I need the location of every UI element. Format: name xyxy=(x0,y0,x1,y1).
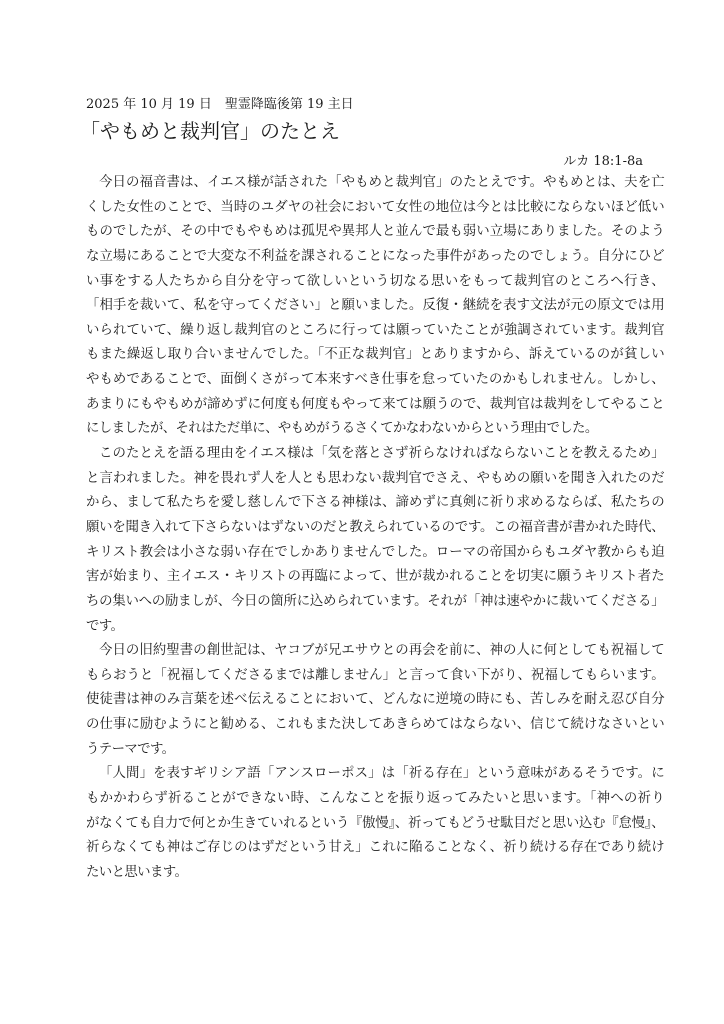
text-line: キリスト教会は小さな弱い存在でしかありませんでした。ローマの帝国からもユダヤ教からも迫 xyxy=(86,544,664,560)
sermon-body xyxy=(86,171,664,886)
scripture-reference: ルカ 18:1-8a xyxy=(563,154,643,169)
text-line: 「相手を裁いて、私を守ってください」と願いました。反復・継続を表す文法が元の原文では用 xyxy=(86,298,664,314)
text-line: です。 xyxy=(86,618,124,634)
text-line: 今日の旧約聖書の創世記は、ヤコブが兄エサウとの再会を前に、神の人に何としても祝福して xyxy=(99,643,664,659)
text-line: 願いを聞き入れて下さらないはずないのだと教えられているのです。この福音書が書かれた時代、 xyxy=(86,519,664,535)
text-line: 祈らなくても神はご存じのはずだという甘え」これに陥ることなく、祈り続ける存在であり続け xyxy=(86,840,664,856)
text-line: もまた繰返し取り合いませんでした。「不正な裁判官」とありますから、訴えているのが貧しい xyxy=(86,347,664,363)
text-line: いられていて、繰り返し裁判官のところに行っては願っていたことが強調されています。裁判官 xyxy=(86,322,664,338)
paragraph-3 xyxy=(86,639,664,762)
text-line: にしましたが、それはただ単に、やもめがうるさくてかなわないからという理由でした。 xyxy=(86,421,598,437)
text-line: い事をする人たちから自分を守って欲しいという切なる思いをもって裁判官のところへ行き、 xyxy=(86,273,664,289)
text-line: たいと思います。 xyxy=(86,864,188,880)
text-line: がなくても自力で何とか生きていれるという『傲慢』、祈ってもどうせ駄目だと思い込む『怠慢』、 xyxy=(86,815,664,831)
text-line: 今日の福音書は、イエス様が話された「やもめと裁判官」のたとえです。やもめとは、夫を亡 xyxy=(99,175,664,190)
text-line: あまりにもやもめが諦めずに何度も何度もやって来ては願うので、裁判官は裁判をしてやること xyxy=(86,396,664,412)
text-line: このたとえを語る理由をイエス様は「気を落とさず祈らなければならないことを教えるため」 xyxy=(99,446,664,462)
paragraph-4 xyxy=(86,762,664,885)
text-line: と言われました。神を畏れず人を人とも思わない裁判官でさえ、やもめの願いを聞き入れたのだ xyxy=(86,470,664,486)
text-line: もかかわらず祈ることができない時、こんなことを振り返ってみたいと思います。「神への祈り xyxy=(86,791,664,807)
text-line: くした女性のことで、当時のユダヤの社会において女性の地位は今とは比較にならないほど低い xyxy=(86,199,664,215)
text-line: もらおうと「祝福してくださるまでは離しません」と言って食い下がり、祝福してもらいます。 xyxy=(86,667,664,683)
paragraph-1 xyxy=(86,171,664,442)
page-title: 「やもめと裁判官」のたとえ xyxy=(80,119,340,143)
text-line: やもめであることで、面倒くさがって本来すべき仕事を怠っていたのかもしれません。しかし、 xyxy=(86,372,664,388)
text-line: な立場にあることで大変な不利益を課されることになった事件があったのでしょう。自分にひど xyxy=(86,248,664,264)
text-line: の仕事に励むようにと勧める、これもまた決してあきらめてはならない、信じて続けなさいとい xyxy=(86,717,664,733)
text-line: ものでしたが、その中でもやもめは孤児や異邦人と並んで最も弱い立場にありました。そのよう xyxy=(86,224,664,240)
paragraph-2 xyxy=(86,442,664,639)
date-line: 2025 年 10 月 19 日 聖霊降臨後第 19 主日 xyxy=(86,97,354,112)
text-line: から、まして私たちを愛し慈しんで下さる神様は、諦めずに真剣に祈り求めるならば、私たちの xyxy=(86,495,664,511)
text-line: ちの集いへの励ましが、今日の箇所に込められています。それが「神は速やかに裁いてくださる」 xyxy=(86,593,664,609)
text-line: 害が始まり、主イエス・キリストの再臨によって、世が裁かれることを切実に願うキリスト者た xyxy=(86,569,664,585)
text-line: 使徒書は神のみ言葉を述べ伝えることにおいて、どんなに逆境の時にも、苦しみを耐え忍び自分 xyxy=(86,692,664,708)
text-line: うテーマです。 xyxy=(86,741,175,757)
text-line: 「人間」を表すギリシア語「アンスローポス」は「祈る存在」という意味があるそうです。に xyxy=(99,766,664,782)
